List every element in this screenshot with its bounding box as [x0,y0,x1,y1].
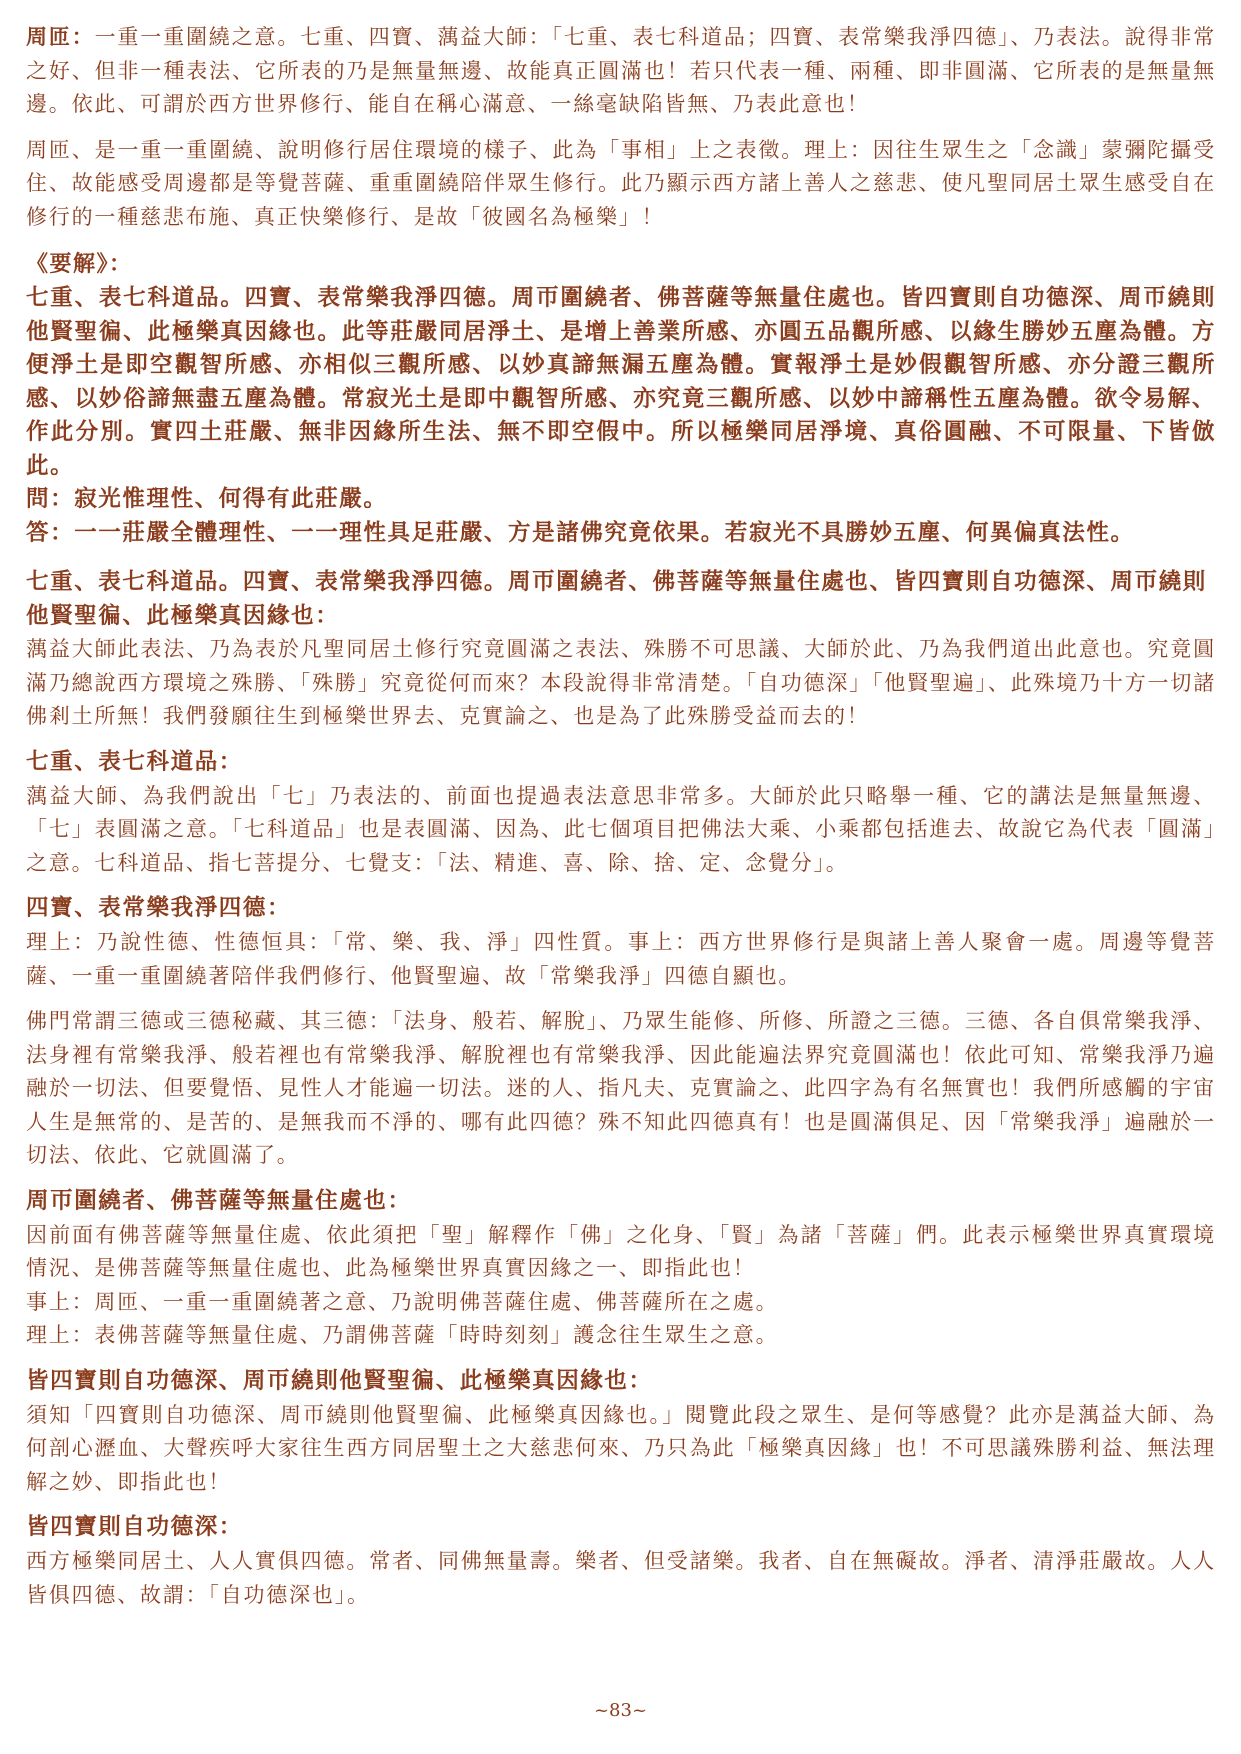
intro-paragraph-2: 周匝、是一重一重圍繞、說明修行居住環境的樣子、此為「事相」上之表徵。理上：因往生眾生之「念識」蒙彌陀攝受住、故能感受周邊都是等覺菩薩、重重圍繞陪伴眾生修行。此乃顯示西方諸上善人之慈悲、使凡聖同居土眾生感受自在修行的一種慈悲布施、真正快樂修行、是故「彼國名為極樂」！ [26,137,1216,229]
section-6 [26,1509,1216,1612]
section-5-paragraph: 須知「四寶則自功德深、周帀繞則他賢聖徧、此極樂真因緣也。」閱覽此段之眾生、是何等感覺？此亦是蕅益大師、為何剖心瀝血、大聲疾呼大家往生西方同居聖土之大慈悲何來、乃只為此「極樂真因緣」也！不可思議殊勝利益、無法理解之妙、即指此也！ [26,1402,1216,1494]
intro-paragraph-1 [26,20,1216,122]
section-3-paragraph-2: 佛門常謂三德或三德秘藏、其三德：「法身、般若、解脫」、乃眾生能修、所修、所證之三德。三德、各自俱常樂我淨、法身裡有常樂我淨、般若裡也有常樂我淨、解脫裡也有常樂我淨、因此能遍法界究竟圓滿也！依此可知、常樂我淨乃遍融於一切法、但要覺悟、見性人才能遍一切法。迷的人、指凡夫、克實論之、此四字為有名無實也！我們所感觸的宇宙人生是無常的、是苦的、是無我而不淨的、哪有此四德？殊不知此四德真有！也是圓滿俱足、因「常樂我淨」遍融於一切法、依此、它就圓滿了。 [26,1009,1216,1167]
section-4-line-1: 因前面有佛菩薩等無量住處、依此須把「聖」解釋作「佛」之化身、「賢」為諸「菩薩」們。此表示極樂世界真實環境情況、是佛菩薩等無量住處也、此為極樂世界真實因緣之一、即指此也！ [26,1222,1216,1280]
section-5-title: 皆四寶則自功德深、周帀繞則他賢聖徧、此極樂真因緣也： [26,1367,653,1394]
answer-block [26,517,1216,551]
section-6-paragraph: 西方極樂同居土、人人實俱四德。常者、同佛無量壽。樂者、但受諸樂。我者、自在無礙故。淨者、清淨莊嚴故。人人皆俱四德、故謂：「自功德深也」。 [26,1549,1216,1607]
answer-text: 一一莊嚴全體理性、一一理性具足莊嚴、方是諸佛究竟依果。若寂光不具勝妙五塵、何異偏真法性。 [74,519,1135,546]
question-block [26,483,1216,517]
section-5 [26,1363,1216,1500]
answer-label: 答： [26,519,75,546]
section-3-title: 四寶、表常樂我淨四德： [26,895,292,921]
section-1-title: 七重、表七科道品。四寶、表常樂我淨四德。周帀圍繞者、佛菩薩等無量住處也、皆四寶則自功德深、周帀繞則他賢聖徧、此極樂真因緣也： [26,569,1207,629]
section-3-paragraph-1: 理上：乃說性德、性德恒具：「常、樂、我、淨」四性質。事上：西方世界修行是與諸上善人聚會一處。周邊等覺菩薩、一重一重圍繞著陪伴我們修行、他賢聖遍、故「常樂我淨」四德自顯也。 [26,930,1216,988]
section-1 [26,566,1216,734]
section-2-title: 七重、表七科道品： [26,748,243,775]
section-3 [26,890,1216,1173]
section-1-paragraph: 蕅益大師此表法、乃為表於凡聖同居土修行究竟圓滿之表法、殊勝不可思議、大師於此、乃為我們道出此意也。究竟圓滿乃總說西方環境之殊勝、「殊勝」究竟從何而來？本段說得非常清楚。「自功德深」「他賢聖遍」、此殊境乃十方一切諸佛剎土所無！我們發願往生到極樂世界去、克實論之、也是為了此殊勝受益而去的！ [26,637,1216,728]
section-2 [26,744,1216,881]
intro-text: 一重一重圍繞之意。七重、四寶、蕅益大師：「七重、表七科道品；四寶、表常樂我淨四德」、乃表法。說得非常之好、但非一種表法、它所表的乃是無量無邊、故能真正圓滿也！若只代表一種、兩種、即非圓滿、它所表的是無量無邊。依此、可謂於西方世界修行、能自在稱心滿意、一絲毫缺陷皆無、乃表此意也！ [26,25,1217,116]
yaojie-main-text: 七重、表七科道品。四寶、表常樂我淨四德。周帀圍繞者、佛菩薩等無量住處也。皆四寶則自功德深、周帀繞則他賢聖徧、此極樂真因緣也。此等莊嚴同居淨土、是增上善業所感、亦圓五品觀所感、以緣生勝妙五塵為體。方便淨土是即空觀智所感、亦相似三觀所感、以妙真諦無漏五塵為體。實報淨土是妙假觀智所感、亦分證三觀所感、以妙俗諦無盡五塵為體。常寂光土是即中觀智所感、亦究竟三觀所感、以妙中諦稱性五塵為體。欲令易解、作此分別。實四土莊嚴、無非因緣所生法、無不即空假中。所以極樂同居淨境、真俗圓融、不可限量、下皆倣此。 [26,285,1216,479]
page-content [26,20,1216,1622]
section-4 [26,1183,1216,1353]
section-2-paragraph: 蕅益大師、為我們說出「七」乃表法的、前面也提過表法意思非常多。大師於此只略舉一種、它的講法是無量無邊、「七」表圓滿之意。「七科道品」也是表圓滿、因為、此七個項目把佛法大乘、小乘都包括進去、故說它為代表「圓滿」之意。七科道品、指七菩提分、七覺支：「法、精進、喜、除、捨、定、念覺分」。 [26,783,1216,875]
question-text: 寂光惟理性、何得有此莊嚴。 [74,486,388,512]
yaojie-heading: 《要解》： [26,251,133,277]
intro-label: 周匝： [26,24,95,49]
section-6-title: 皆四寶則自功德深： [26,1514,243,1540]
section-4-title: 周帀圍繞者、佛菩薩等無量住處也： [26,1187,412,1214]
section-4-line-3: 理上：表佛菩薩等無量住處、乃謂佛菩薩「時時刻刻」護念往生眾生之意。 [26,1323,779,1347]
section-4-line-2: 事上：周匝、一重一重圍繞著之意、乃說明佛菩薩住處、佛菩薩所在之處。 [26,1289,779,1314]
question-label: 問： [26,486,75,512]
page-number: ~83~ [593,1700,648,1721]
